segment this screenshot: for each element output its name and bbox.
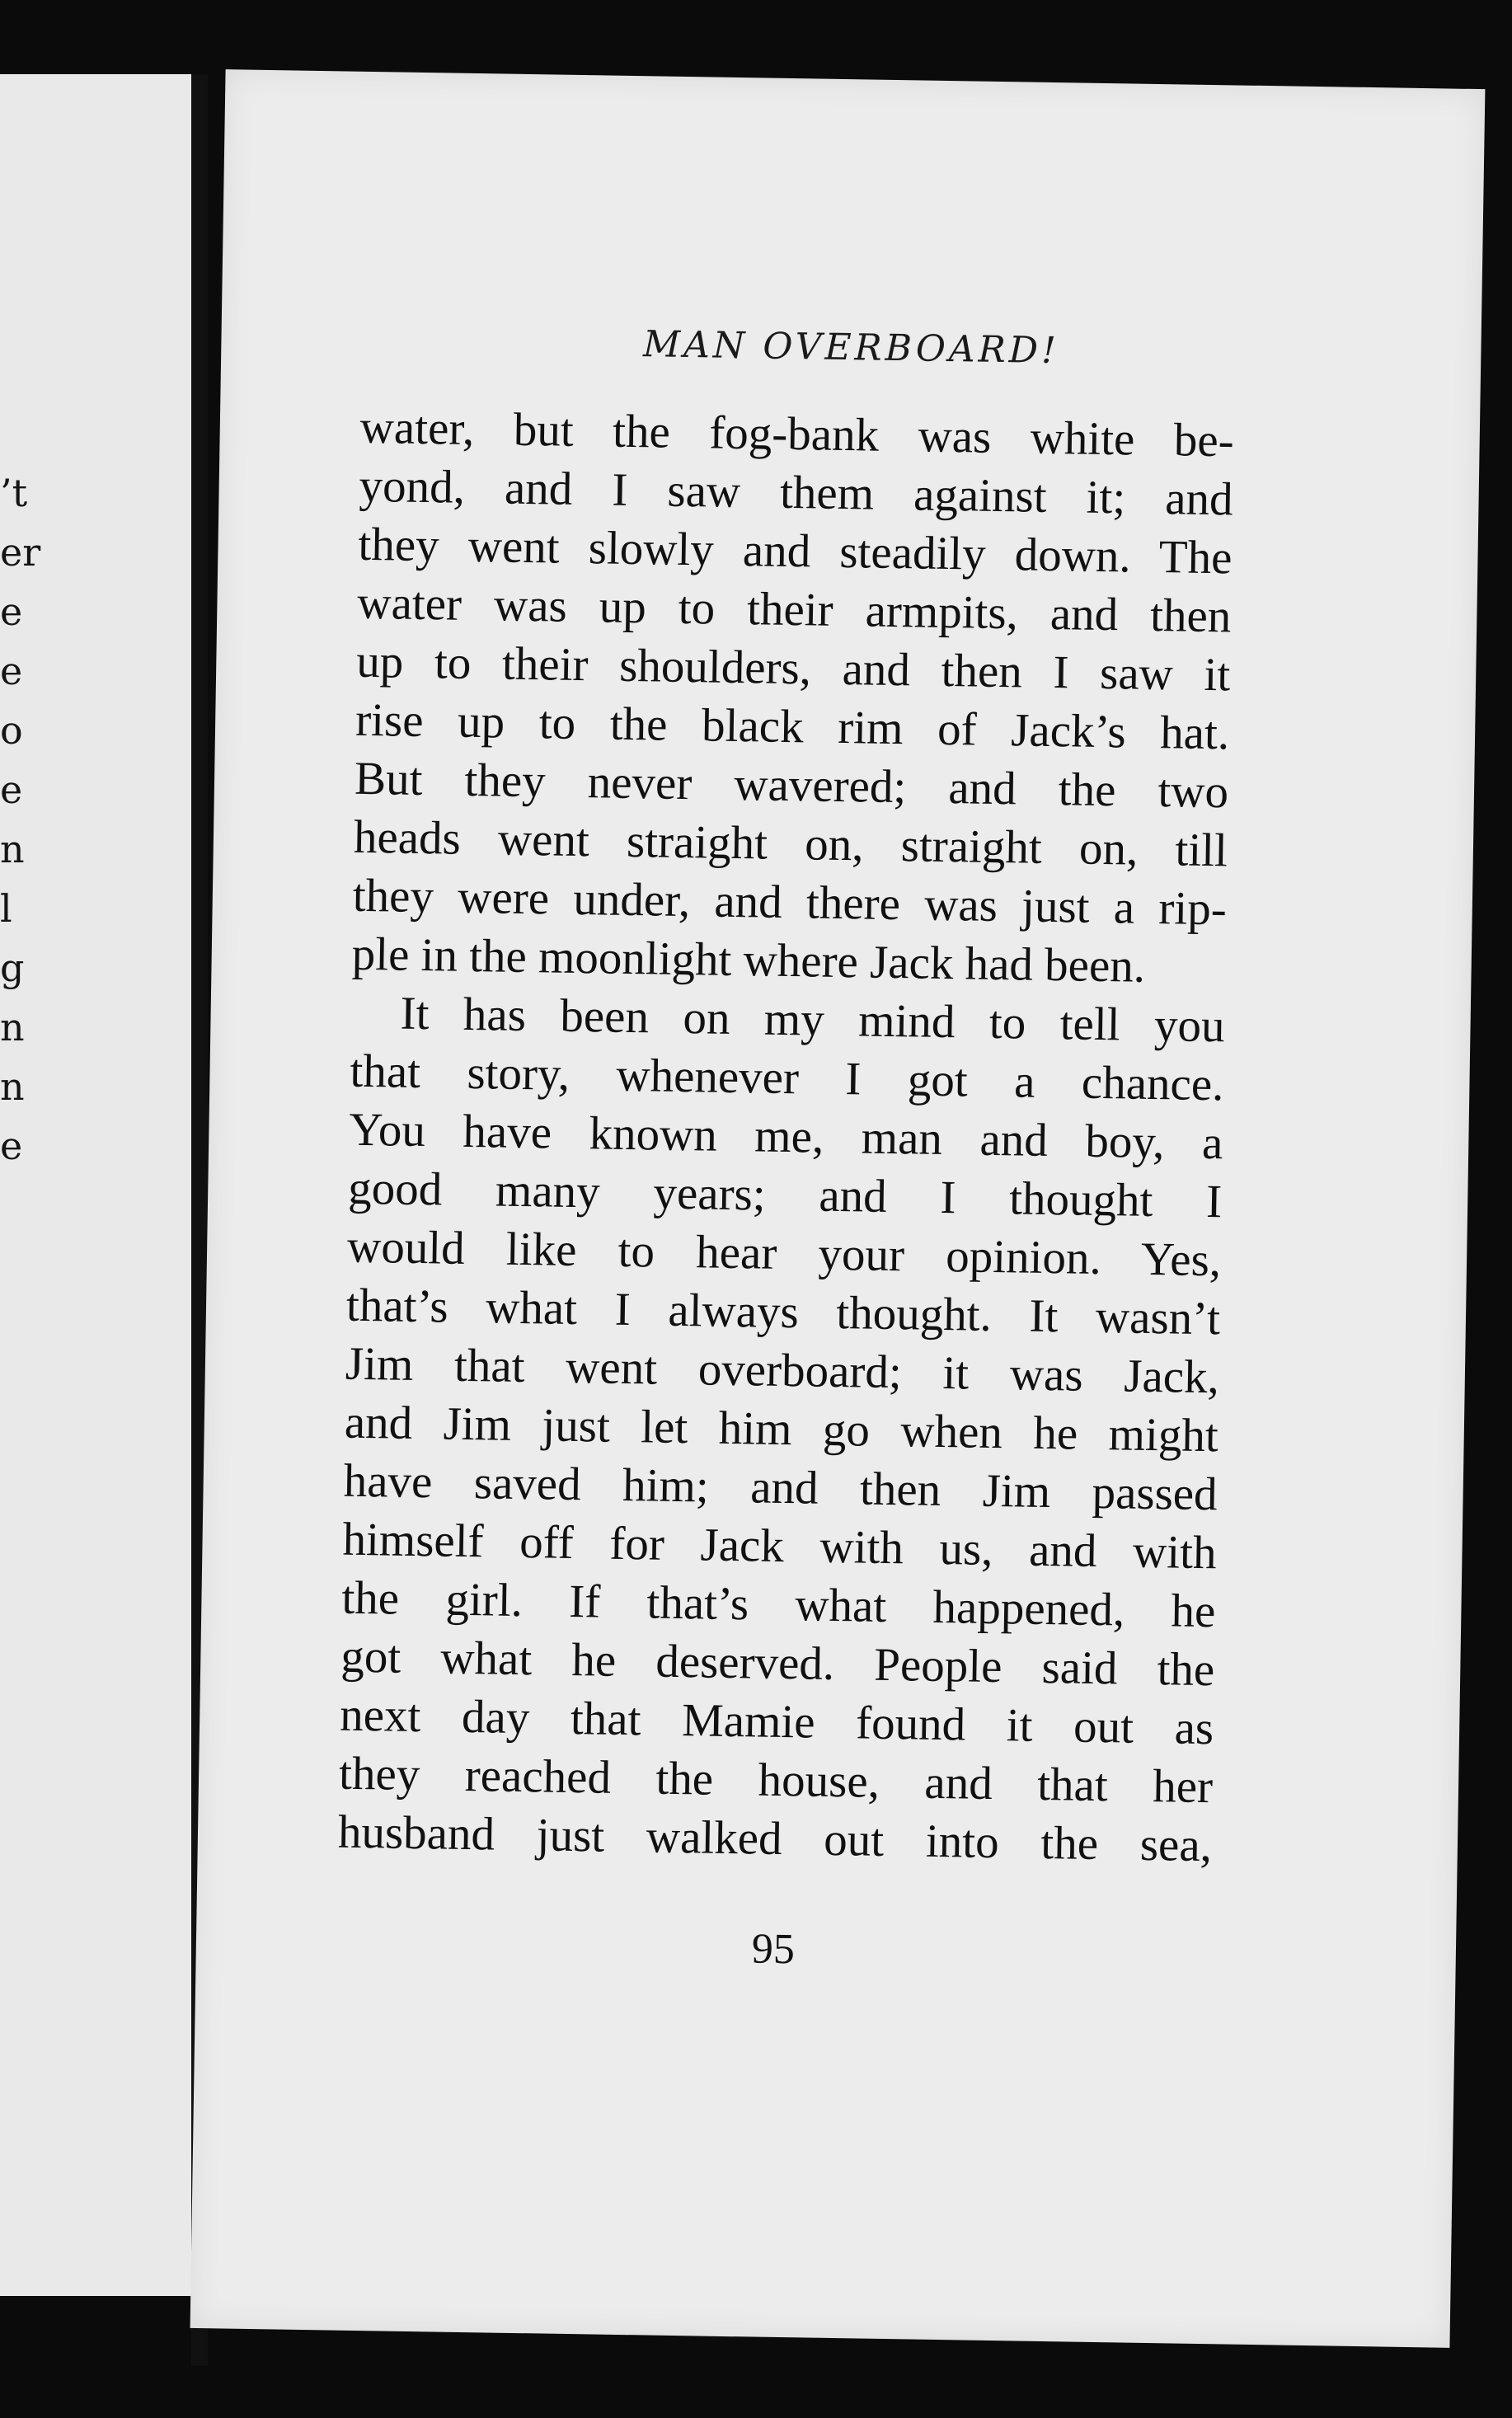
text-line: have saved him; and then Jim passed (343, 1454, 1219, 1521)
text-line: rise up to the black rim of Jack’s hat. (355, 693, 1230, 760)
text-line: got what he deserved. People said the (340, 1630, 1215, 1697)
left-fragment: e (0, 768, 23, 812)
left-page-text-fragments (0, 463, 49, 1176)
text-line: water was up to their armpits, and then (356, 576, 1232, 643)
text-line: they reached the house, and that her (338, 1747, 1214, 1814)
text-line: It has been on my mind to tell you (400, 987, 1226, 1053)
running-head: MAN OVERBOARD! (642, 323, 1060, 373)
body-text (337, 398, 1234, 1875)
text-line: good many years; and I thought I (347, 1162, 1223, 1228)
text-line: himself off for Jack with us, and with (342, 1513, 1217, 1580)
left-fragment: e (0, 589, 23, 634)
left-fragment: n (0, 1005, 25, 1049)
text-line: and Jim just let him go when he might (344, 1396, 1219, 1463)
text-line: up to their shoulders, and then I saw it (355, 635, 1231, 702)
text-line: next day that Mamie found it out as (339, 1688, 1214, 1755)
text-line: yond, and I saw them against it; and (359, 459, 1234, 526)
text-line: You have known me, man and boy, a (348, 1103, 1223, 1170)
left-fragment: n (0, 827, 25, 871)
text-line: the girl. If that’s what happened, he (341, 1571, 1216, 1638)
text-line: husband just walked out into the sea, (337, 1805, 1213, 1872)
page-number: 95 (751, 1925, 796, 1974)
text-line: would like to hear your opinion. Yes, (346, 1220, 1222, 1287)
text-line: water, but the fog-bank was white be- (359, 401, 1235, 467)
text-line: But they never wavered; and the two (354, 752, 1229, 819)
text-line: they went slowly and steadily down. The (358, 518, 1233, 585)
left-fragment: e (0, 649, 23, 693)
left-fragment: er (0, 530, 41, 575)
text-line: ple in the moonlight where Jack had been. (351, 927, 1146, 993)
book-page (190, 69, 1486, 2348)
left-page-edge (0, 74, 191, 2296)
text-line: Jim that went overboard; it was Jack, (345, 1337, 1220, 1404)
text-line: that story, whenever I got a chance. (350, 1045, 1224, 1111)
left-fragment: e (0, 1124, 23, 1168)
text-line: they were under, and there was just a rip- (352, 869, 1228, 936)
left-fragment: n (0, 1064, 25, 1109)
left-fragment: o (0, 708, 23, 753)
text-line: heads went straight on, straight on, till (353, 810, 1228, 877)
left-fragment: ’t (0, 471, 28, 515)
left-fragment: l (0, 886, 12, 931)
left-fragment: g (0, 946, 25, 990)
text-line: that’s what I always thought. It wasn’t (345, 1279, 1221, 1345)
